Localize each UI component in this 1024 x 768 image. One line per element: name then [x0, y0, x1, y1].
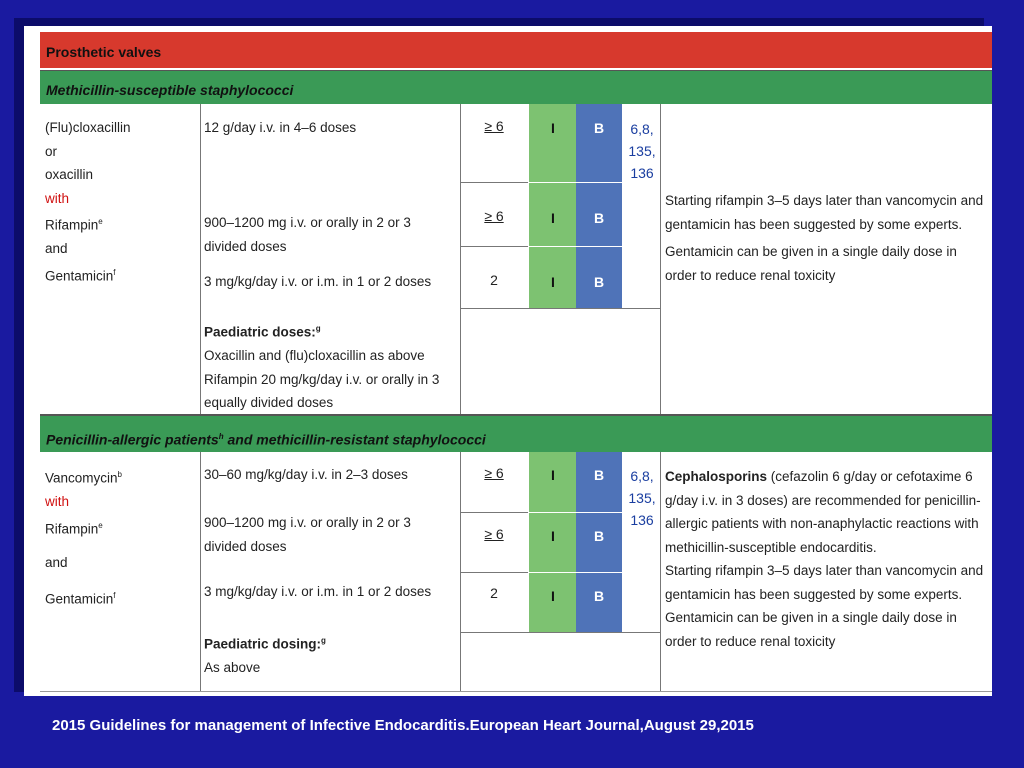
- duration-weeks: [460, 465, 528, 481]
- divider: [200, 452, 201, 692]
- duration-value: ≥ 6: [484, 118, 504, 134]
- divider: [460, 632, 660, 633]
- drug-name: oxacillin: [45, 167, 94, 182]
- duration-weeks: [460, 526, 528, 542]
- recommendation-class: I: [529, 513, 577, 572]
- dose-text: 3 mg/kg/day i.v. or i.m. in 1 or 2 doses: [204, 584, 432, 599]
- section1-drug-list: [45, 116, 195, 288]
- comment-bold: Cephalosporins: [665, 469, 768, 484]
- comment-text: Starting rifampin 3–5 days later than vancomycin and gentamicin has been suggested by some experts.: [665, 563, 984, 602]
- comment-rest: (cefazolin 6 g/day or cefotaxime 6 g/day i.v. in 3 doses) are recommended for penicillin-allergic patients with non-anaphylactic reactions with methicillin-susceptible endocarditis.: [665, 469, 981, 555]
- footnote-marker: f: [113, 591, 116, 600]
- paediatric-line: As above: [204, 660, 261, 675]
- footnote-marker: f: [113, 267, 116, 277]
- dose-text: 12 g/day i.v. in 4–6 doses: [204, 120, 357, 135]
- paediatric-title-text: Paediatric dosing:: [204, 636, 322, 652]
- divider: [460, 512, 528, 513]
- comment-text: Gentamicin can be given in a single daily dose in order to reduce renal toxicity: [665, 610, 957, 649]
- drug-connector: and: [45, 554, 68, 570]
- evidence-level: B: [576, 513, 622, 572]
- recommendation-class: I: [529, 104, 577, 182]
- evidence-level: B: [576, 452, 622, 512]
- paediatric-line: Rifampin 20 mg/kg/day i.v. or orally in 3 equally divided doses: [204, 371, 440, 410]
- section1-header: Methicillin-susceptible staphylococci: [40, 70, 992, 104]
- duration-weeks: [460, 208, 528, 224]
- divider: [460, 308, 660, 309]
- footnote-marker: g: [315, 324, 321, 333]
- footnote-marker: g: [321, 636, 326, 645]
- footnote-marker: h: [218, 432, 224, 441]
- section1-comments: [665, 189, 989, 287]
- reference-line: 135,: [628, 143, 656, 159]
- drug-connector: and: [45, 241, 68, 256]
- comment-text: Gentamicin can be given in a single daily dose in order to reduce renal toxicity: [665, 244, 957, 283]
- reference-line: 6,8,: [630, 468, 654, 484]
- duration-value: ≥ 6: [484, 208, 504, 224]
- dose-text: 30–60 mg/kg/day i.v. in 2–3 doses: [204, 467, 408, 482]
- evidence-level: B: [576, 573, 622, 632]
- guideline-table: [40, 32, 992, 692]
- recommendation-class: I: [529, 183, 577, 246]
- drug-name: (Flu)cloxacillin: [45, 120, 131, 135]
- paediatric-title: [204, 317, 456, 344]
- reference-line: 136: [630, 165, 654, 181]
- section2-comments: [665, 465, 989, 653]
- divider: [460, 104, 461, 414]
- divider: [460, 572, 528, 573]
- footnote-marker: b: [117, 470, 122, 479]
- drug-connector: or: [45, 143, 58, 159]
- table-bottom-border: [40, 691, 992, 692]
- drug-name-text: Rifampin: [45, 217, 99, 233]
- duration-weeks: 2: [490, 585, 498, 601]
- evidence-level: B: [576, 104, 622, 182]
- section2-paediatric: [204, 629, 456, 680]
- drug-name: [45, 463, 195, 490]
- drug-name: [45, 210, 195, 237]
- drug-name-text: Rifampin: [45, 521, 99, 536]
- drug-connector: with: [45, 494, 70, 509]
- divider: [460, 182, 528, 183]
- table-title-bar: Prosthetic valves: [40, 32, 992, 68]
- dose-text: 900–1200 mg i.v. or orally in 2 or 3 divided doses: [204, 215, 411, 254]
- duration-weeks: [460, 118, 528, 134]
- drug-name-text: Gentamicin: [45, 268, 114, 283]
- citation-caption: 2015 Guidelines for management of Infective Endocarditis.European Heart Journal,August 29,2015: [52, 717, 754, 734]
- divider: [460, 246, 528, 247]
- section1-paediatric: [204, 317, 456, 415]
- comment-text: [665, 465, 989, 559]
- duration-value: ≥ 6: [484, 465, 504, 481]
- reference-line: 6,8,: [630, 121, 654, 137]
- drug-name: [45, 261, 195, 288]
- references: [622, 465, 662, 531]
- paediatric-title-text: Paediatric doses:: [204, 324, 316, 340]
- evidence-level: B: [576, 247, 622, 308]
- comment-text: Starting rifampin 3–5 days later than vancomycin and gentamicin has been suggested by some experts.: [665, 193, 984, 232]
- reference-line: 135,: [628, 490, 656, 506]
- drug-name-text: Gentamicin: [45, 591, 114, 607]
- divider: [200, 104, 201, 414]
- evidence-level: B: [576, 183, 622, 246]
- section2-header: [40, 414, 992, 452]
- drug-name: [45, 514, 195, 541]
- drug-name: [45, 584, 195, 611]
- reference-line: 136: [630, 512, 654, 528]
- footnote-marker: e: [98, 217, 103, 226]
- section2-header-rest: and methicillin-resistant staphylococci: [223, 431, 486, 448]
- references: [622, 118, 662, 184]
- dose-text: 3 mg/kg/day i.v. or i.m. in 1 or 2 doses: [204, 274, 432, 289]
- duration-value: ≥ 6: [484, 526, 504, 542]
- section2-drug-list: [45, 463, 195, 611]
- footnote-marker: e: [98, 520, 103, 530]
- recommendation-class: I: [529, 247, 577, 308]
- drug-connector: with: [45, 190, 70, 206]
- drug-name-text: Vancomycin: [45, 470, 118, 486]
- section2-header-text: Penicillin-allergic patients: [46, 431, 219, 448]
- duration-weeks: 2: [490, 272, 498, 288]
- paediatric-title: [204, 629, 456, 656]
- recommendation-class: I: [529, 573, 577, 632]
- dose-text: 900–1200 mg i.v. or orally in 2 or 3 divided doses: [204, 515, 411, 554]
- paediatric-line: Oxacillin and (flu)cloxacillin as above: [204, 348, 425, 363]
- recommendation-class: I: [529, 452, 577, 512]
